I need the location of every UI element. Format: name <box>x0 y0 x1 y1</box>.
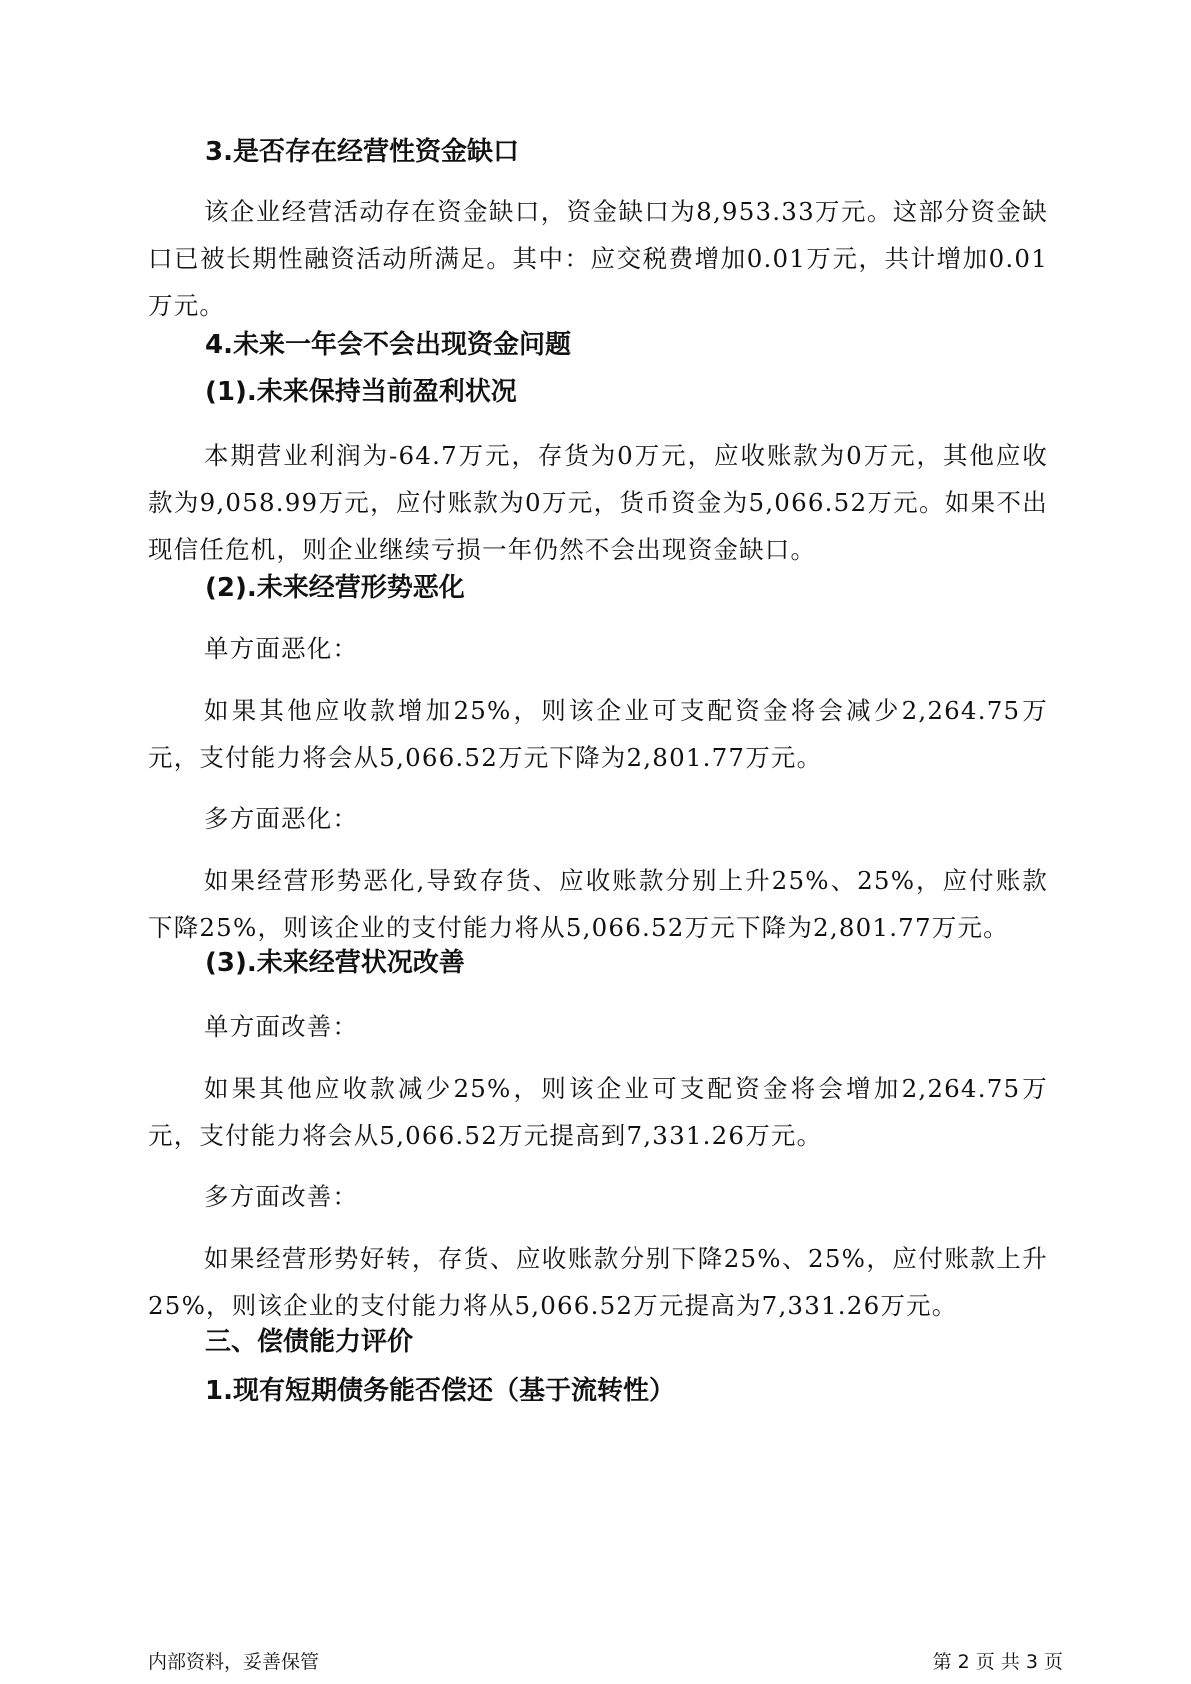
paragraph-multi-improvement: 如果经营形势好转，存货、应收账款分别下降25%、25%，应付账款上升25%，则该企业的支付能力将从5,066.52万元提高为7,331.26万元。 <box>148 1244 1048 1320</box>
label-multi-deterioration: 多方面恶化： <box>204 804 359 833</box>
section-heading-3: 3.是否存在经营性资金缺口 <box>205 137 519 167</box>
subsection-heading-4-1: (1).未来保持当前盈利状况 <box>205 377 517 407</box>
subsection-heading-4-3: (3).未来经营状况改善 <box>205 948 465 978</box>
label-multi-improvement: 多方面改善： <box>204 1182 359 1211</box>
paragraph-single-improvement: 如果其他应收款减少25%，则该企业可支配资金将会增加2,264.75万元，支付能力将会从5,066.52万元提高到7,331.26万元。 <box>148 1074 1048 1150</box>
label-single-improvement: 单方面改善： <box>204 1012 359 1041</box>
label-single-deterioration: 单方面恶化： <box>204 634 359 663</box>
part-heading-solvency: 三、偿债能力评价 <box>205 1327 414 1357</box>
subsection-heading-4-2: (2).未来经营形势恶化 <box>205 573 465 603</box>
section-heading-short-term-debt: 1.现有短期债务能否偿还（基于流转性） <box>205 1376 675 1406</box>
paragraph-funding-gap: 该企业经营活动存在资金缺口，资金缺口为8,953.33万元。这部分资金缺口已被长期性融资活动所满足。其中：应交税费增加0.01万元，共计增加0.01万元。 <box>148 197 1048 320</box>
paragraph-single-deterioration: 如果其他应收款增加25%，则该企业可支配资金将会减少2,264.75万元，支付能力将会从5,066.52万元下降为2,801.77万元。 <box>148 696 1048 772</box>
paragraph-current-profit: 本期营业利润为-64.7万元，存货为0万元，应收账款为0万元，其他应收款为9,058.99万元，应付账款为0万元，货币资金为5,066.52万元。如果不出现信任危机，则企业继续亏损一年仍然不会出现资金缺口。 <box>148 441 1048 564</box>
footer-page-number: 第 2 页 共 3 页 <box>932 1651 1063 1673</box>
paragraph-multi-deterioration: 如果经营形势恶化,导致存货、应收账款分别上升25%、25%，应付账款下降25%，则该企业的支付能力将从5,066.52万元下降为2,801.77万元。 <box>148 866 1048 942</box>
section-heading-4: 4.未来一年会不会出现资金问题 <box>205 330 571 360</box>
footer-confidential-note: 内部资料，妥善保管 <box>148 1651 320 1673</box>
